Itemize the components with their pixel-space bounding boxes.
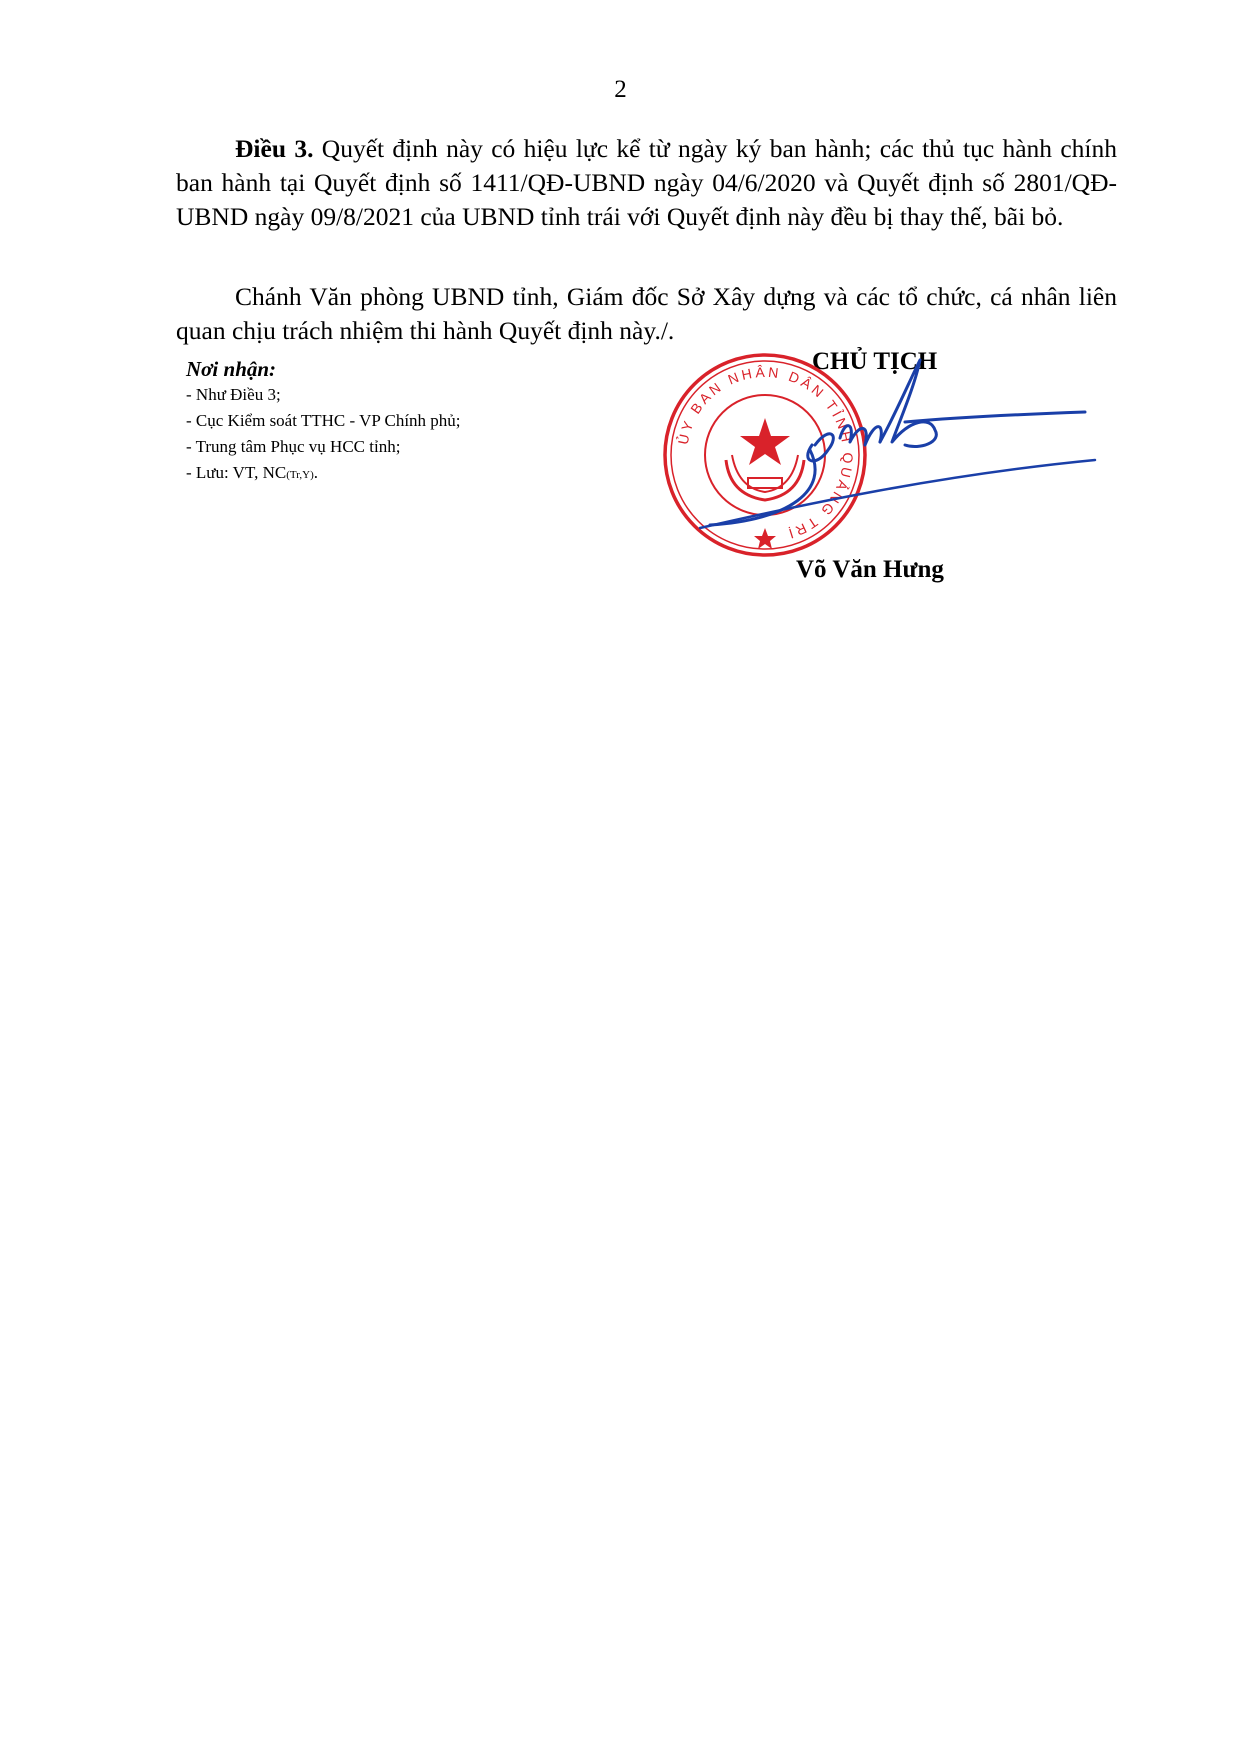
recipient-item-archive [186,460,686,488]
article-3-label: Điều 3. [235,134,314,163]
signer-title: CHỦ TỊCH [812,348,938,375]
article-3-text: Quyết định này có hiệu lực kể từ ngày ký ban hành; các thủ tục hành chính ban hành tại Quyết định số 1411/QĐ-UBND ngày 04/6/2020 và Quyết định số 2801/QĐ-UBND ngày 09/8/2021 của UBND tỉnh trái với Quyết định này đều bị thay thế, bãi bỏ. [176,134,1118,231]
article-3-paragraph [176,132,1117,234]
signature-icon [680,350,1100,550]
seal-text: ỦY BAN NHÂN DÂN TỈNH QUẢNG TRỊ [674,363,857,543]
recipient-item: - Trung tâm Phục vụ HCC tỉnh; [186,437,401,456]
archive-end: . [313,463,319,482]
implementation-paragraph: Chánh Văn phòng UBND tỉnh, Giám đốc Sở Xây dựng và các tổ chức, cá nhân liên quan chịu trách nhiệm thi hành Quyết định này./. [176,282,1117,345]
page-number: 2 [614,76,627,103]
recipient-item: - Cục Kiểm soát TTHC - VP Chính phủ; [186,411,461,430]
signer-name: Võ Văn Hưng [796,556,944,583]
recipient-item: - Như Điều 3; [186,385,281,404]
recipients-list [186,382,686,488]
archive-text: - Lưu: VT, NC [186,463,287,482]
recipients-heading: Nơi nhận: [186,357,277,381]
recipients-block [186,356,686,488]
archive-subscript: (Tr,Y) [286,469,314,481]
